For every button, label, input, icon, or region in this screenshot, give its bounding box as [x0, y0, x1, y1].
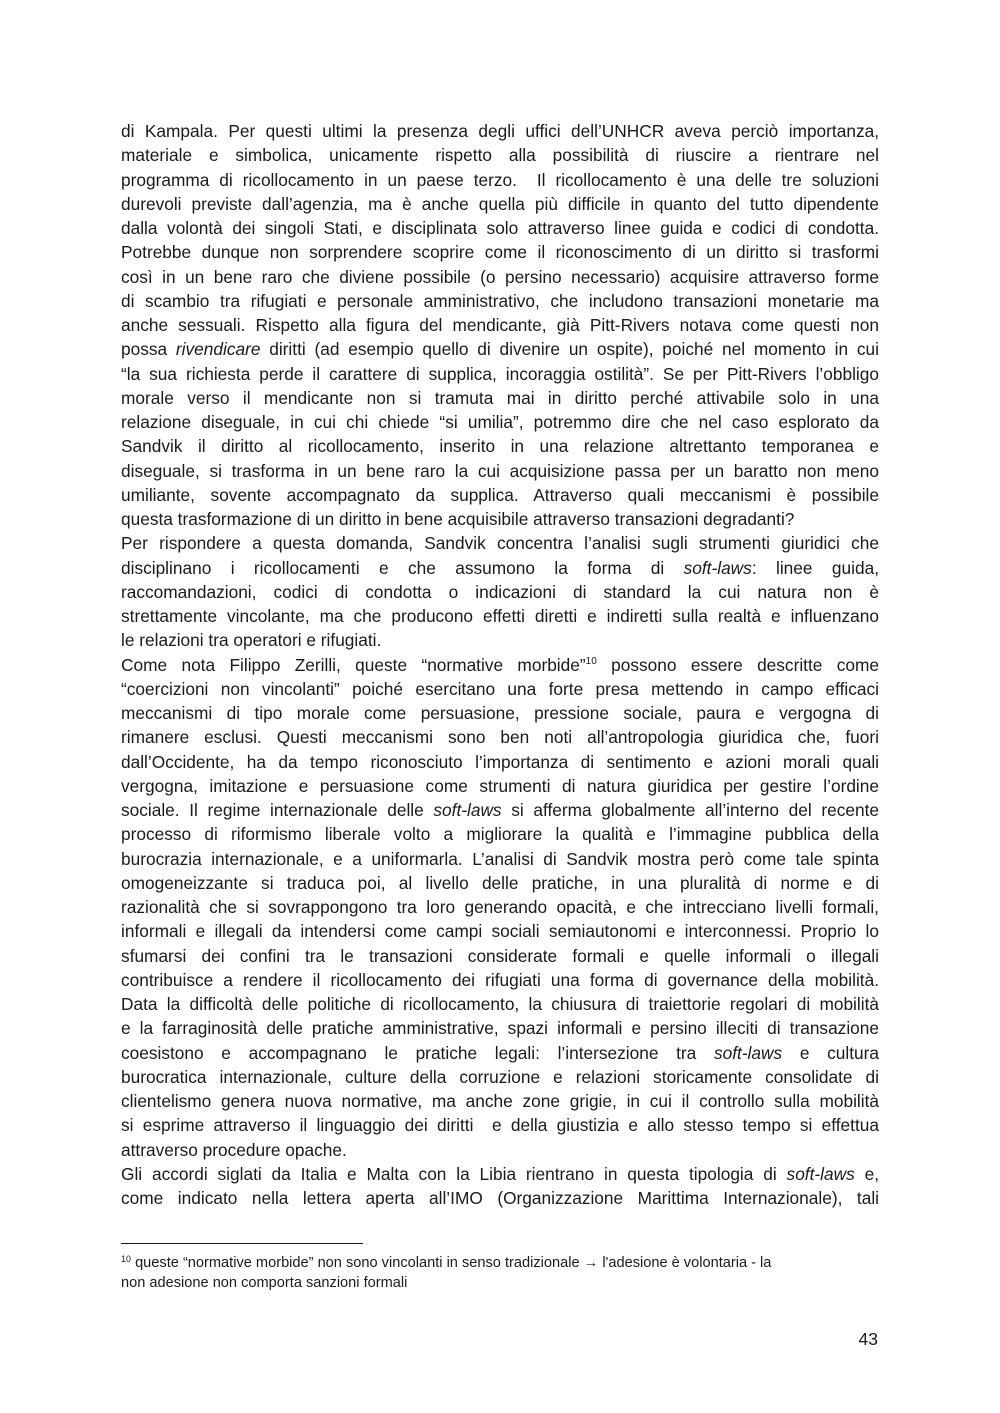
body-line — [121, 216, 879, 240]
text-segment: vergogna, imitazione e persuasione come strumenti di natura giuridica per gestire l’ordine — [121, 775, 879, 796]
footnote-line — [121, 1273, 879, 1293]
footnote — [121, 1253, 879, 1293]
text-segment: Per rispondere a questa domanda, Sandvik concentra l’analisi sugli strumenti giuridici che — [121, 533, 879, 554]
body-line — [121, 240, 879, 264]
text-segment: burocrazia internazionale, e a uniformarla. L’analisi di Sandvik mostra però come tale spinta — [121, 848, 879, 869]
text-segment: processo di riformismo liberale volto a migliorare la qualità e l’immagine pubblica della — [121, 824, 879, 845]
body-line — [121, 483, 879, 507]
body-line — [121, 653, 879, 677]
text-segment: rimanere esclusi. Questi meccanismi sono ben noti all’antropologia giuridica che, fuori — [121, 727, 879, 748]
body-text — [121, 119, 879, 1210]
text-segment: “coercizioni non vincolanti” poiché esercitano una forte presa mettendo in campo efficaci — [121, 678, 879, 699]
text-segment: e cultura — [782, 1042, 879, 1063]
text-segment: Gli accordi siglati da Italia e Malta con la Libia rientrano in questa tipologia di — [121, 1163, 787, 1184]
body-line — [121, 895, 879, 919]
text-segment: burocratica internazionale, culture della corruzione e relazioni storicamente consolidate di — [121, 1066, 879, 1087]
text-segment: Sandvik il diritto al ricollocamento, inserito in una relazione altrettanto temporanea e — [121, 436, 879, 457]
body-line — [121, 1138, 879, 1162]
italic-text: soft-laws — [786, 1163, 855, 1184]
text-segment: materiale e simbolica, unicamente rispetto alla possibilità di riuscire a rientrare nel — [121, 145, 879, 166]
text-segment: informali e illegali da intendersi come campi sociali semiautonomi e interconnessi. Proprio lo — [121, 921, 879, 942]
body-line — [121, 1113, 879, 1137]
body-line — [121, 992, 879, 1016]
text-segment: di Kampala. Per questi ultimi la presenza degli uffici dell’UNHCR aveva perciò importanza, — [121, 121, 879, 141]
body-line — [121, 507, 879, 531]
text-segment: Come nota Filippo Zerilli, queste “normative morbide” — [121, 654, 586, 675]
text-segment: Potrebbe dunque non sorprendere scoprire come il riconoscimento di un diritto si trasformi — [121, 242, 879, 263]
text-segment: disciplinano i ricollocamenti e che assumono la forma di — [121, 557, 684, 578]
text-segment: si esprime attraverso il linguaggio dei diritti e della giustizia e allo stesso tempo si effettua — [121, 1115, 879, 1136]
body-line — [121, 677, 879, 701]
text-segment: attraverso procedure opache. — [121, 1139, 347, 1160]
text-segment: : linee guida, — [751, 557, 879, 578]
text-segment: relazione diseguale, in cui chi chiede “si umilia”, potremmo dire che nel caso esplorato da — [121, 412, 879, 432]
text-segment: umiliante, sovente accompagnato da supplica. Attraverso quali meccanismi è possibile — [121, 484, 879, 505]
text-segment: strettamente vincolante, ma che producono effetti diretti e indiretti sulla realtà e influenzano — [121, 606, 879, 626]
text-segment: diritti (ad esempio quello di divenire un ospite), poiché nel momento in cui — [260, 339, 879, 360]
body-line — [121, 750, 879, 774]
text-segment: e la farraginosità delle pratiche amministrative, spazi informali e persino illeciti di transazione — [121, 1018, 879, 1039]
text-segment: durevoli previste dall’agenzia, ma è anche quella più difficile in quanto del tutto dipendente — [121, 193, 879, 214]
text-segment: Data la difficoltà delle politiche di ricollocamento, la chiusura di traiettorie regolari di mobilità — [121, 994, 879, 1014]
body-line — [121, 362, 879, 386]
text-segment: sfumarsi dei confini tra le transazioni considerate formali e quelle informali o illegali — [121, 945, 879, 966]
body-line — [121, 289, 879, 313]
body-line — [121, 1089, 879, 1113]
body-line — [121, 1016, 879, 1040]
body-line — [121, 919, 879, 943]
text-segment: dall’Occidente, ha da tempo riconosciuto l’importanza di sentimento e azioni morali quali — [121, 751, 879, 772]
text-segment: programma di ricollocamento in un paese terzo. Il ricollocamento è una delle tre soluzioni — [121, 169, 879, 190]
text-segment: morale verso il mendicante non si tramuta mai in diritto perché attivabile solo in una — [121, 387, 879, 408]
body-line — [121, 628, 879, 652]
body-line — [121, 434, 879, 458]
body-line — [121, 410, 879, 434]
text-segment: di scambio tra rifugiati e personale amministrativo, che includono transazioni monetarie ma — [121, 290, 879, 311]
text-segment: razionalità che si sovrappongono tra loro generando opacità, e che intrecciano livelli formali, — [121, 897, 879, 917]
footnote-line — [121, 1253, 879, 1273]
text-segment: coesistono e accompagnano le pratiche legali: l’intersezione tra — [121, 1042, 714, 1063]
text-segment: omogeneizzante si traduca poi, al livello delle pratiche, in una pluralità di norme e di — [121, 872, 879, 893]
body-line — [121, 337, 879, 361]
text-segment: sociale. Il regime internazionale delle — [121, 800, 434, 820]
text-segment: dalla volontà dei singoli Stati, e disciplinata solo attraverso linee guida e codici di condotta. — [121, 218, 879, 238]
body-line — [121, 871, 879, 895]
text-segment: questa trasformazione di un diritto in bene acquisibile attraverso transazioni degradanti? — [121, 509, 795, 529]
text-segment: meccanismi di tipo morale come persuasione, pressione sociale, paura e vergogna di — [121, 703, 879, 723]
text-segment: queste “normative morbide” non sono vincolanti in senso tradizionale → l'adesione è volontaria - la — [131, 1255, 772, 1271]
body-line — [121, 192, 879, 216]
footnote-separator — [121, 1243, 363, 1244]
body-line — [121, 1162, 879, 1186]
italic-text: soft-laws — [433, 800, 502, 820]
body-line — [121, 119, 879, 143]
text-segment: non adesione non comporta sanzioni formali — [121, 1275, 408, 1291]
body-line — [121, 798, 879, 822]
body-line — [121, 847, 879, 871]
body-line — [121, 143, 879, 167]
body-line — [121, 580, 879, 604]
body-line — [121, 459, 879, 483]
footnote-marker: 10 — [585, 655, 597, 667]
text-segment: “la sua richiesta perde il carattere di supplica, incoraggia ostilità”. Se per Pitt-Rivers l’obbligo — [121, 363, 879, 384]
body-line — [121, 701, 879, 725]
body-line — [121, 168, 879, 192]
text-segment: e, — [854, 1163, 879, 1184]
footnote-marker: 10 — [121, 1254, 132, 1264]
text-segment: raccomandazioni, codici di condotta o indicazioni di standard la cui natura non è — [121, 581, 879, 602]
text-segment: le relazioni tra operatori e rifugiati. — [121, 630, 382, 651]
text-segment: possono essere descritte come — [596, 654, 880, 675]
text-segment: si afferma globalmente all’interno del recente — [501, 800, 879, 820]
body-line — [121, 1041, 879, 1065]
body-line — [121, 968, 879, 992]
text-segment: così in un bene raro che diviene possibile (o persino necessario) acquisire attraverso forme — [121, 266, 879, 287]
text-segment: diseguale, si trasforma in un bene raro la cui acquisizione passa per un baratto non meno — [121, 460, 879, 481]
page-number: 43 — [858, 1329, 878, 1349]
body-line — [121, 1065, 879, 1089]
text-segment: contribuisce a rendere il ricollocamento dei rifugiati una forma di governance della mobilità. — [121, 969, 879, 990]
body-line — [121, 531, 879, 555]
text-segment: anche sessuali. Rispetto alla figura del mendicante, già Pitt-Rivers notava come questi non — [121, 315, 879, 335]
body-line — [121, 725, 879, 749]
text-segment: come indicato nella lettera aperta all’IMO (Organizzazione Marittima Internazionale), tali — [121, 1188, 879, 1208]
body-line — [121, 386, 879, 410]
body-line — [121, 1186, 879, 1210]
italic-text: rivendicare — [175, 339, 261, 360]
italic-text: soft-laws — [713, 1042, 783, 1063]
body-line — [121, 313, 879, 337]
body-line — [121, 944, 879, 968]
italic-text: soft-laws — [683, 557, 752, 578]
text-segment: clientelismo genera nuova normative, ma anche zone grigie, in cui il controllo sulla mobilità — [121, 1091, 879, 1111]
body-line — [121, 604, 879, 628]
body-line — [121, 774, 879, 798]
body-line — [121, 822, 879, 846]
body-line — [121, 265, 879, 289]
body-line — [121, 556, 879, 580]
text-segment: possa — [121, 339, 176, 360]
